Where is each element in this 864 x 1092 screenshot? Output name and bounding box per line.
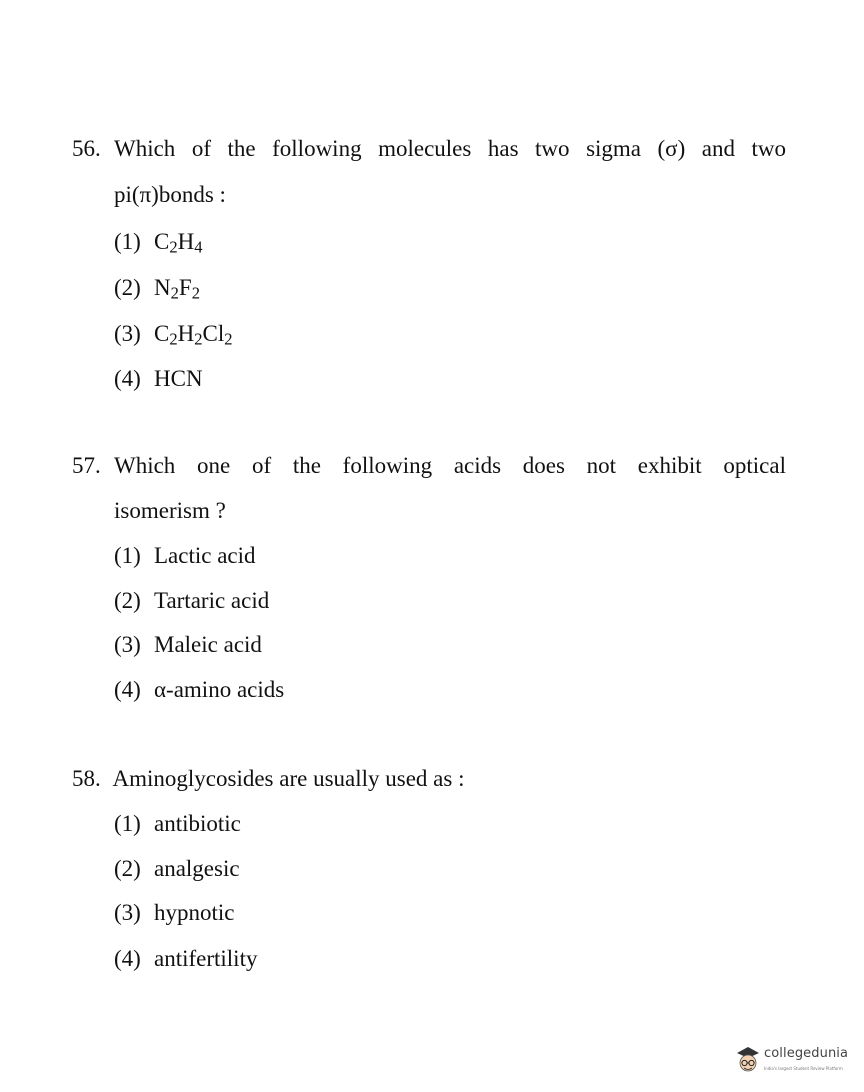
option-label: (3): [114, 321, 141, 346]
option-3: [114, 321, 233, 347]
option-3: [114, 632, 262, 658]
collegedunia-logo: [734, 1040, 854, 1084]
option-text: $N_2F_2$: [154, 275, 200, 303]
subscript: 2: [170, 283, 179, 303]
question-line: [72, 136, 786, 162]
question-text: Which of the following molecules has two sigma (σ) and two: [114, 136, 786, 161]
subscript: 2: [169, 237, 178, 257]
question-number: 58.: [72, 766, 101, 791]
subscript: 4: [194, 237, 203, 257]
option-text: antifertility: [154, 946, 258, 971]
option-4: [114, 677, 284, 703]
option-text: Maleic acid: [154, 632, 262, 657]
option-4: [114, 946, 257, 972]
logo-wordmark: collegedunia: [764, 1046, 849, 1061]
question-text-continued: isomerism ?: [114, 498, 226, 523]
option-4: [114, 366, 203, 392]
option-label: (1): [114, 229, 141, 254]
question-line: [72, 453, 786, 479]
option-text: antibiotic: [154, 811, 241, 836]
option-text: analgesic: [154, 856, 240, 881]
option-label: (4): [114, 366, 141, 391]
option-label: (3): [114, 900, 141, 925]
option-text: α-amino acids: [154, 677, 285, 702]
subscript: 2: [194, 329, 203, 349]
question-line: [72, 766, 464, 792]
option-text: hypnotic: [154, 900, 235, 925]
option-1: [114, 229, 203, 255]
logo-tagline: India's largest Student Review Platform: [764, 1066, 843, 1071]
option-label: (1): [114, 811, 141, 836]
option-label: (2): [114, 588, 141, 613]
subscript: 2: [224, 329, 233, 349]
option-label: (1): [114, 543, 141, 568]
question-text: Which one of the following acids does not exhibit optical: [114, 453, 786, 478]
question-text-continued: pi(π)bonds :: [114, 182, 226, 207]
subscript: 2: [191, 283, 200, 303]
option-2: [114, 275, 200, 301]
option-1: [114, 543, 256, 569]
question-number: 56.: [72, 136, 101, 161]
option-label: (2): [114, 856, 141, 881]
student-mascot-icon: [734, 1044, 762, 1078]
question-number: 57.: [72, 453, 101, 478]
option-text: Lactic acid: [154, 543, 256, 568]
option-label: (3): [114, 632, 141, 657]
option-2: [114, 588, 269, 614]
subscript: 2: [169, 329, 178, 349]
option-label: (4): [114, 677, 141, 702]
option-label: (4): [114, 946, 141, 971]
option-text: $C_2H_2Cl_2$: [154, 321, 233, 349]
option-text: Tartaric acid: [154, 588, 270, 613]
question-text: Aminoglycosides are usually used as :: [112, 766, 465, 791]
option-text: HCN: [154, 366, 203, 391]
option-label: (2): [114, 275, 141, 300]
option-1: [114, 811, 241, 837]
option-2: [114, 856, 240, 882]
option-text: $C_2H_4$: [154, 229, 203, 257]
option-3: [114, 900, 235, 926]
